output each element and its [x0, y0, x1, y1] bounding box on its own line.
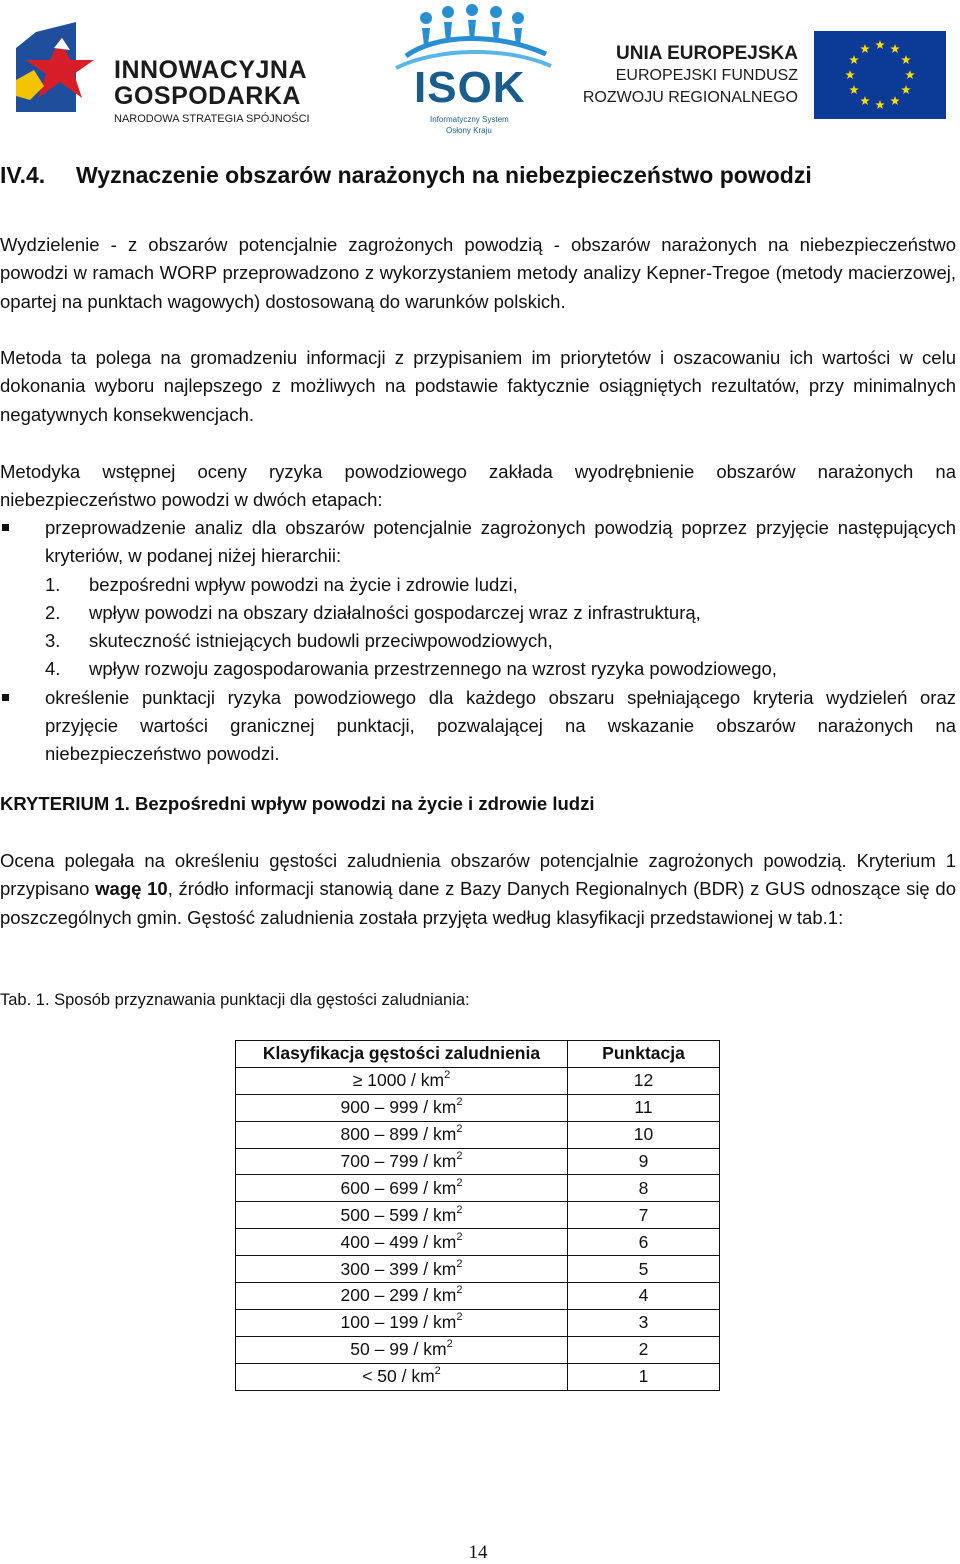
stage-text-2: określenie punktacji ryzyka powodziowego dla każdego obszaru spełniającego kryteria wydzieleń oraz przyjęcie wartości granicznej punktacji, pozwalającej na wskazanie obszarów narażonych na niebezpieczeństwo powodzi.: [45, 686, 956, 765]
stages-list: [0, 514, 956, 769]
criterion-heading: KRYTERIUM 1. Bezpośredni wpływ powodzi na życie i zdrowie ludzi: [0, 793, 595, 814]
density-unit-exponent: 2: [456, 1176, 463, 1189]
paragraph-1: Wydzielenie - z obszarów potencjalnie zagrożonych powodzią - obszarów narażonych na niebezpieczeństwo powodzi w ramach WORP przeprowadzono z wykorzystaniem metody analizy Kepner-Tregoe (metody macierzowej, opartej na punktach wagowych) dostosowaną do warunków polskich.: [0, 234, 956, 312]
density-unit-exponent: 2: [456, 1123, 463, 1136]
density-range: 900 – 999 /: [340, 1097, 433, 1118]
section-title: Wyznaczenie obszarów narażonych na niebezpieczeństwo powodzi: [76, 162, 812, 188]
column-header-classification: Klasyfikacja gęstości zaludnienia: [236, 1041, 568, 1068]
page-number: 14: [468, 1542, 488, 1563]
density-range: < 50 /: [362, 1366, 412, 1387]
table-row: [236, 1283, 720, 1310]
logo-right-line1: UNIA EUROPEJSKA: [616, 43, 798, 64]
isok-subtitle-2: Osłony Kraju: [446, 126, 492, 135]
density-range-cell: [236, 1336, 568, 1363]
stage-text-1: przeprowadzenie analiz dla obszarów potencjalnie zagrożonych powodzią poprzez przyjęcie następujących kryteriów, w podanej niżej hierarchii:: [45, 517, 956, 567]
density-range: ≥ 1000 /: [352, 1070, 421, 1091]
density-range-cell: [236, 1309, 568, 1336]
table-header-row: [236, 1041, 720, 1068]
density-range: 800 – 899 /: [340, 1124, 433, 1145]
density-table-body: [236, 1067, 720, 1390]
eu-flag-icon: [814, 31, 946, 119]
density-unit: km: [411, 1366, 435, 1387]
square-bullet-icon: [2, 524, 9, 531]
density-unit-exponent: 2: [456, 1257, 463, 1270]
density-unit-exponent: 2: [446, 1338, 453, 1351]
density-range: 300 – 399 /: [340, 1258, 433, 1279]
density-range: 600 – 699 /: [340, 1177, 433, 1198]
section-heading: [0, 162, 812, 189]
criteria-text: skuteczność istniejących budowli przeciwpowodziowych,: [89, 630, 553, 652]
table-row: [236, 1121, 720, 1148]
section-number: IV.4.: [0, 162, 46, 188]
points-cell: 1: [568, 1363, 720, 1390]
criteria-text: wpływ powodzi na obszary działalności gospodarczej wraz z infrastrukturą,: [89, 601, 701, 623]
logo-left-line1: INNOWACYJNA: [114, 56, 308, 84]
density-unit-exponent: 2: [456, 1203, 463, 1216]
density-range-cell: [236, 1202, 568, 1229]
isok-logo: [386, 4, 556, 136]
density-unit: km: [433, 1124, 457, 1145]
criteria-number: 4.: [45, 658, 61, 680]
table-row: [236, 1067, 720, 1094]
density-range: 200 – 299 /: [340, 1285, 433, 1306]
density-range-cell: [236, 1175, 568, 1202]
points-cell: 5: [568, 1256, 720, 1283]
density-unit: km: [433, 1231, 457, 1252]
points-cell: 9: [568, 1148, 720, 1175]
density-unit: km: [433, 1312, 457, 1333]
table-caption: Tab. 1. Sposób przyznawania punktacji dla gęstości zaludniania:: [0, 991, 470, 1009]
density-range-cell: [236, 1256, 568, 1283]
density-range: 500 – 599 /: [340, 1204, 433, 1225]
density-unit: km: [433, 1177, 457, 1198]
density-range-cell: [236, 1121, 568, 1148]
density-unit-exponent: 2: [456, 1284, 463, 1297]
eu-fund-logo: [560, 30, 950, 122]
density-range-cell: [236, 1067, 568, 1094]
logo-right-line2: EUROPEJSKI FUNDUSZ: [615, 67, 798, 84]
isok-subtitle-1: Informatyczny System: [430, 115, 509, 124]
density-unit-exponent: 2: [456, 1096, 463, 1109]
table-row: [236, 1336, 720, 1363]
density-range-cell: [236, 1363, 568, 1390]
criteria-number: 3.: [45, 630, 61, 652]
criteria-list: [45, 571, 956, 684]
points-cell: 8: [568, 1175, 720, 1202]
criterion-text-before: Ocena polegała na określeniu gęstości zaludnienia obszarów potencjalnie zagrożonych powodzią. Kryterium 1 przypisano: [0, 850, 956, 900]
table-row: [236, 1094, 720, 1121]
density-unit-exponent: 2: [456, 1311, 463, 1324]
density-unit: km: [433, 1204, 457, 1225]
density-unit-exponent: 2: [456, 1230, 463, 1243]
density-unit: km: [433, 1097, 457, 1118]
criterion-text-after: , źródło informacji stanowią dane z Bazy Danych Regionalnych (BDR) z GUS odnoszące się do poszczególnych gmin. Gęstość zaludnienia została przyjęta według klasyfikacji przedstawionej w tab.1:: [0, 878, 956, 928]
table-row: [236, 1229, 720, 1256]
density-unit: km: [420, 1070, 445, 1091]
criteria-text: bezpośredni wpływ powodzi na życie i zdrowie ludzi,: [89, 573, 518, 595]
points-cell: 4: [568, 1283, 720, 1310]
table-row: [236, 1309, 720, 1336]
points-cell: 6: [568, 1229, 720, 1256]
column-header-points: Punktacja: [568, 1041, 720, 1068]
density-range-cell: [236, 1094, 568, 1121]
table-row: [236, 1175, 720, 1202]
density-range-cell: [236, 1148, 568, 1175]
criteria-number: 2.: [45, 601, 61, 623]
stage-item-2: [0, 684, 956, 769]
square-bullet-icon: [2, 694, 9, 701]
density-unit: km: [433, 1258, 457, 1279]
points-cell: 10: [568, 1121, 720, 1148]
criterion-weight: wagę 10: [95, 878, 168, 900]
points-cell: 12: [568, 1067, 720, 1094]
isok-wordmark: ISOK: [414, 63, 526, 112]
criteria-text: wpływ rozwoju zagospodarowania przestrzennego na wzrost ryzyka powodziowego,: [89, 658, 777, 680]
table-row: [236, 1202, 720, 1229]
criteria-item: [45, 655, 956, 683]
table-row: [236, 1148, 720, 1175]
density-range: 100 – 199 /: [340, 1312, 433, 1333]
points-cell: 11: [568, 1094, 720, 1121]
table-row: [236, 1256, 720, 1283]
density-unit-exponent: 2: [456, 1150, 463, 1162]
stage-item-1: [0, 514, 956, 684]
points-cell: 3: [568, 1309, 720, 1336]
density-range-cell: [236, 1283, 568, 1310]
density-unit: km: [423, 1339, 447, 1360]
logo-left-line2: GOSPODARKA: [114, 82, 301, 110]
logo-right-line3: ROZWOJU REGIONALNEGO: [582, 89, 798, 106]
page-header: [0, 0, 960, 140]
innowacyjna-gospodarka-logo: [14, 20, 334, 125]
logo-left-line3: NARODOWA STRATEGIA SPÓJNOŚCI: [114, 113, 310, 125]
innowacyjna-gospodarka-mark-icon: [14, 20, 106, 116]
table-row: [236, 1363, 720, 1390]
points-cell: 7: [568, 1202, 720, 1229]
criteria-item: [45, 571, 956, 599]
paragraph-4: [0, 847, 956, 932]
criteria-item: [45, 599, 956, 627]
criteria-number: 1.: [45, 573, 61, 595]
paragraph-3: Metodyka wstępnej oceny ryzyka powodziowego zakłada wyodrębnienie obszarów narażonych na niebezpieczeństwo powodzi w dwóch etapach:: [0, 461, 956, 511]
paragraph-2: Metoda ta polega na gromadzeniu informacji z przypisaniem im priorytetów i oszacowaniu ich wartości w celu dokonania wyboru najlepszego z możliwych na podstawie faktycznie osiągniętych rezultatów, przy minimalnych negatywnych konsekwencjach.: [0, 347, 956, 425]
density-range: 400 – 499 /: [340, 1231, 433, 1252]
density-unit-exponent: 2: [444, 1069, 451, 1082]
criteria-item: [45, 627, 956, 655]
density-unit: km: [433, 1285, 457, 1306]
density-range: 50 – 99 /: [350, 1339, 424, 1360]
points-cell: 2: [568, 1336, 720, 1363]
density-range-cell: [236, 1229, 568, 1256]
density-table: [235, 1040, 720, 1391]
density-unit-exponent: 2: [434, 1365, 441, 1378]
density-unit: km: [433, 1151, 457, 1171]
density-range: 700 – 799 /: [340, 1151, 433, 1171]
